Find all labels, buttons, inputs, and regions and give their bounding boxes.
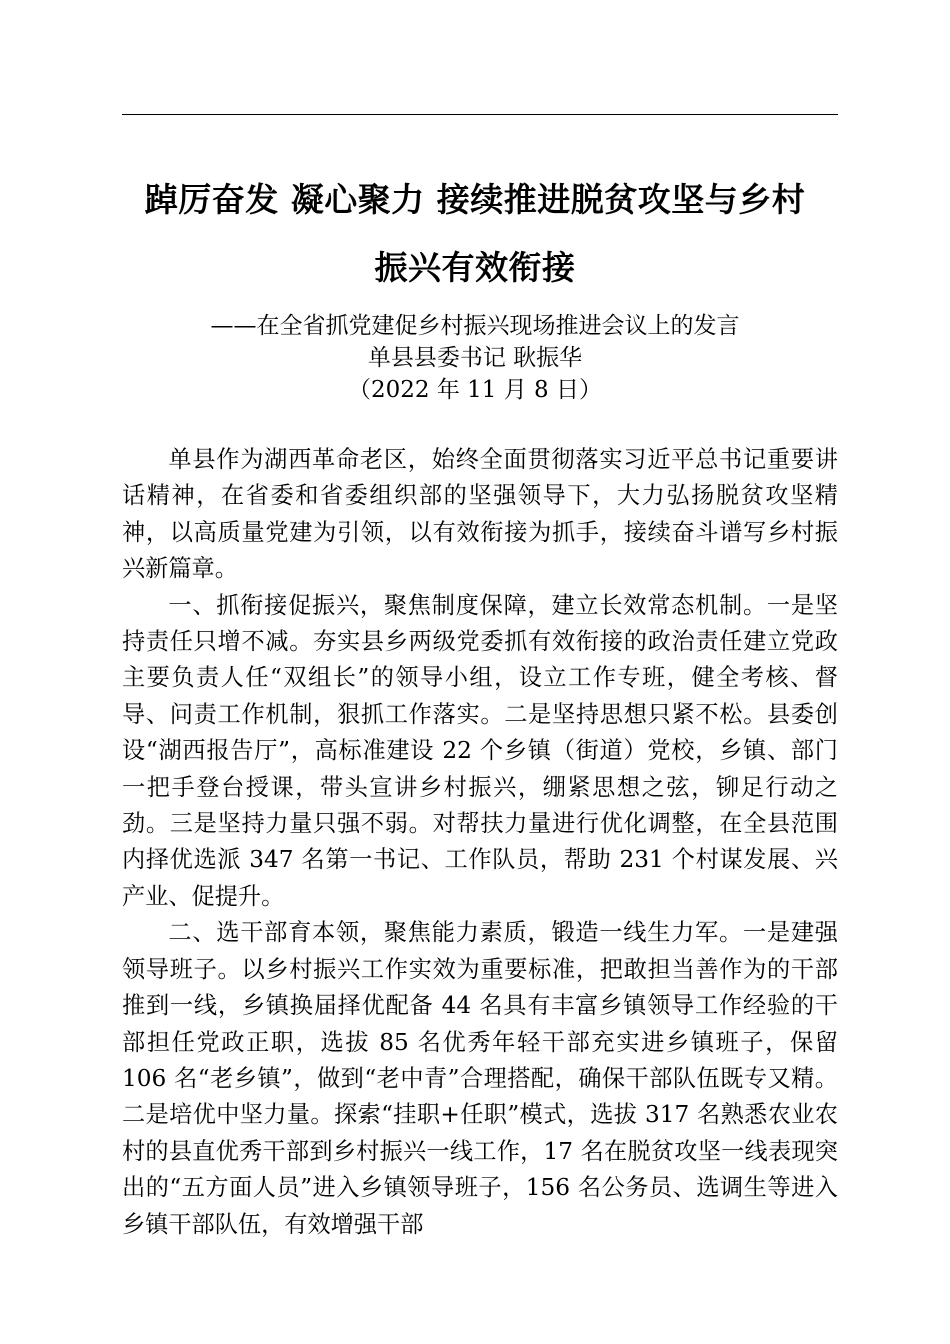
body-paragraph-intro: 单县作为湖西革命老区，始终全面贯彻落实习近平总书记重要讲话精神，在省委和省委组织部的坚强领导下，大力弘扬脱贫攻坚精神，以高质量党建为引领，以有效衔接为抓手，接续奋斗谱写乡村振兴新篇章。: [122, 446, 838, 583]
document-date: （2022 年 11 月 8 日）: [348, 377, 602, 403]
document-author: 单县县委书记 耿振华: [367, 345, 583, 371]
document-body: [122, 442, 838, 1243]
body-paragraph-section-2: 二、选干部育本领，聚焦能力素质，锻造一线生力军。一是建强领导班子。以乡村振兴工作实效为重要标准，把敢担当善作为的干部推到一线，乡镇换届择优配备 44 名具有丰富乡镇领导工作经验的干部担任党政正职，选拔 85 名优秀年轻干部充实进乡镇班子，保留 106 名“老乡镇”，做到“老中青”合理搭配，确保干部队伍既专又精。二是培优中坚力量。探索“挂职+任职”模式，选拔 317 名熟悉农业农村的县直优秀干部到乡村振兴一线工作，17 名在脱贫攻坚一线表现突出的“五方面人员”进入乡镇领导班子，156 名公务员、选调生等进入乡镇干部队伍，有效增强干部: [122, 919, 838, 1238]
body-paragraph-section-1: 一、抓衔接促振兴，聚焦制度保障，建立长效常态机制。一是坚持责任只增不减。夯实县乡两级党委抓有效衔接的政治责任建立党政主要负责人任“双组长”的领导小组，设立工作专班，健全考核、督导、问责工作机制，狠抓工作落实。二是坚持思想只紧不松。县委创设“湖西报告厅”，高标准建设 22 个乡镇（街道）党校，乡镇、部门一把手登台授课，带头宣讲乡村振兴，绷紧思想之弦，铆足行动之劲。三是坚持力量只强不弱。对帮扶力量进行优化调整，在全县范围内择优选派 347 名第一书记、工作队员，帮助 231 个村谋发展、兴产业、促提升。: [122, 591, 838, 910]
document-subtitle: ——在全省抓党建促乡村振兴现场推进会议上的发言: [210, 313, 740, 339]
document-title-line-2: 振兴有效衔接: [374, 248, 576, 287]
header-rule: [122, 114, 838, 115]
document-title-line-1: 踔厉奋发 凝心聚力 接续推进脱贫攻坚与乡村: [144, 180, 806, 219]
